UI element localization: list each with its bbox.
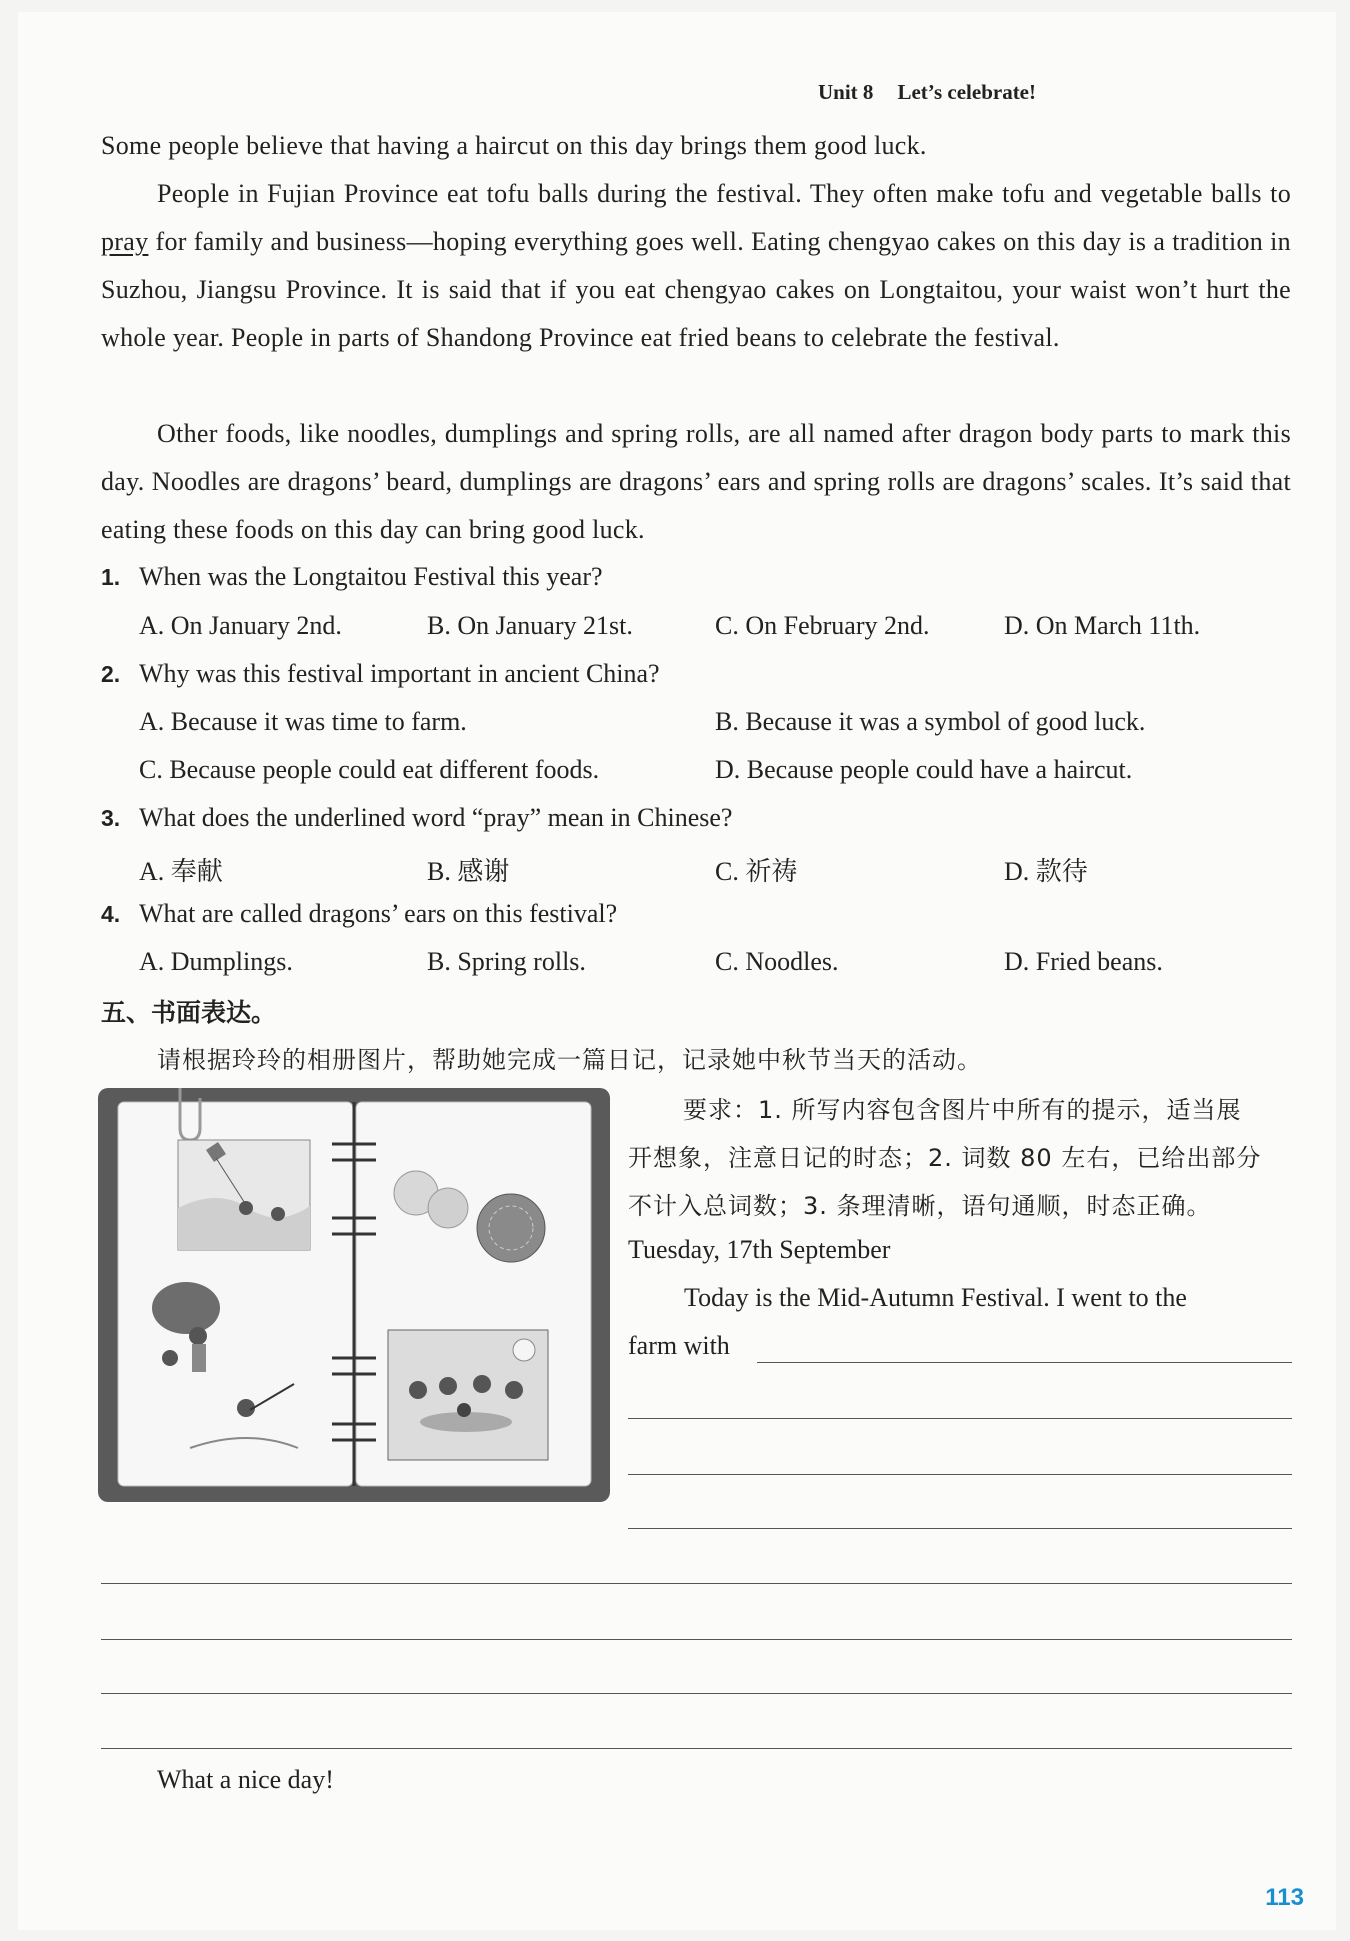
child-figure [162, 1350, 178, 1366]
child-figure [271, 1207, 285, 1221]
q4-option-c[interactable]: C. Noodles. [715, 947, 839, 976]
tree-icon [152, 1282, 220, 1334]
moon-icon [513, 1339, 535, 1361]
requirement-line-2: 开想象，注意日记的时态；2. 词数 80 左右，已给出部分 [628, 1144, 1262, 1172]
page-number: 113 [1265, 1884, 1304, 1911]
writing-line[interactable] [628, 1528, 1292, 1529]
section-title: 五、书面表达。 [101, 998, 277, 1027]
writing-line[interactable] [101, 1748, 1292, 1749]
person-figure [189, 1327, 207, 1345]
underlined-word: pray [101, 227, 149, 256]
writing-line[interactable] [628, 1418, 1292, 1419]
q4-option-d[interactable]: D. Fried beans. [1004, 947, 1163, 976]
q3-option-a[interactable]: A. 奉献 [139, 857, 223, 886]
passage-paragraph-1: People in Fujian Province eat tofu balls during the festival. They often make tofu and vegetable balls to pray for family and business—hoping everything goes well. Eating chengyao cakes on this day is a tradition in Suzhou, Jiangsu Province. It is said that if you eat chengyao cakes on Longtaitou, your waist won’t hurt the whole year. People in parts of Shandong Province eat fried beans to celebrate the festival. [101, 179, 1291, 352]
unit-title: Let’s celebrate! [897, 80, 1036, 104]
child-figure [239, 1201, 253, 1215]
diary-start-line-2: farm with [628, 1331, 730, 1360]
question-4: 4. What are called dragons’ ears on this festival? [101, 899, 618, 928]
writing-line[interactable] [757, 1362, 1292, 1363]
writing-line[interactable] [101, 1583, 1292, 1584]
photo-album-illustration [98, 1088, 610, 1502]
passage-paragraph-0: Some people believe that having a haircut on this day brings them good luck. [101, 131, 927, 160]
question-2: 2. Why was this festival important in ancient China? [101, 659, 660, 688]
q2-option-b[interactable]: B. Because it was a symbol of good luck. [715, 707, 1146, 736]
q2-option-c[interactable]: C. Because people could eat different foods. [139, 755, 600, 784]
q1-option-a[interactable]: A. On January 2nd. [139, 611, 342, 640]
album-svg [98, 1088, 610, 1502]
writing-line[interactable] [628, 1474, 1292, 1475]
q4-option-a[interactable]: A. Dumplings. [139, 947, 293, 976]
q1-option-c[interactable]: C. On February 2nd. [715, 611, 930, 640]
q1-option-d[interactable]: D. On March 11th. [1004, 611, 1201, 640]
q3-option-d[interactable]: D. 款待 [1004, 857, 1088, 886]
q4-option-b[interactable]: B. Spring rolls. [427, 947, 586, 976]
writing-line[interactable] [101, 1693, 1292, 1694]
diary-ending: What a nice day! [157, 1765, 334, 1794]
fruit-icon [428, 1188, 468, 1228]
unit-label: Unit 8 [818, 80, 874, 104]
q1-option-b[interactable]: B. On January 21st. [427, 611, 633, 640]
requirement-line-1: 要求：1. 所写内容包含图片中所有的提示，适当展 [683, 1096, 1242, 1124]
q2-option-d[interactable]: D. Because people could have a haircut. [715, 755, 1133, 784]
q2-option-a[interactable]: A. Because it was time to farm. [139, 707, 467, 736]
requirement-line-3: 不计入总词数；3. 条理清晰，语句通顺，时态正确。 [628, 1192, 1212, 1220]
q3-option-c[interactable]: C. 祈祷 [715, 857, 798, 886]
page-header [818, 80, 1036, 105]
mooncake-icon [477, 1194, 545, 1262]
writing-line[interactable] [101, 1639, 1292, 1640]
diary-date: Tuesday, 17th September [628, 1235, 891, 1264]
question-3: 3. What does the underlined word “pray” mean in Chinese? [101, 803, 733, 832]
q3-option-b[interactable]: B. 感谢 [427, 857, 510, 886]
passage-paragraph-2: Other foods, like noodles, dumplings and spring rolls, are all named after dragon body parts to mark this day. Noodles are dragons’ beard, dumplings are dragons’ ears and spring rolls are dragons’ scales. It’s said that eating these foods on this day can bring good luck. [101, 419, 1291, 544]
diary-start-line-1: Today is the Mid-Autumn Festival. I went to the [684, 1283, 1187, 1312]
question-1: 1. When was the Longtaitou Festival this year? [101, 562, 603, 591]
writing-instruction: 请根据玲玲的相册图片，帮助她完成一篇日记，记录她中秋节当天的活动。 [157, 1046, 982, 1074]
